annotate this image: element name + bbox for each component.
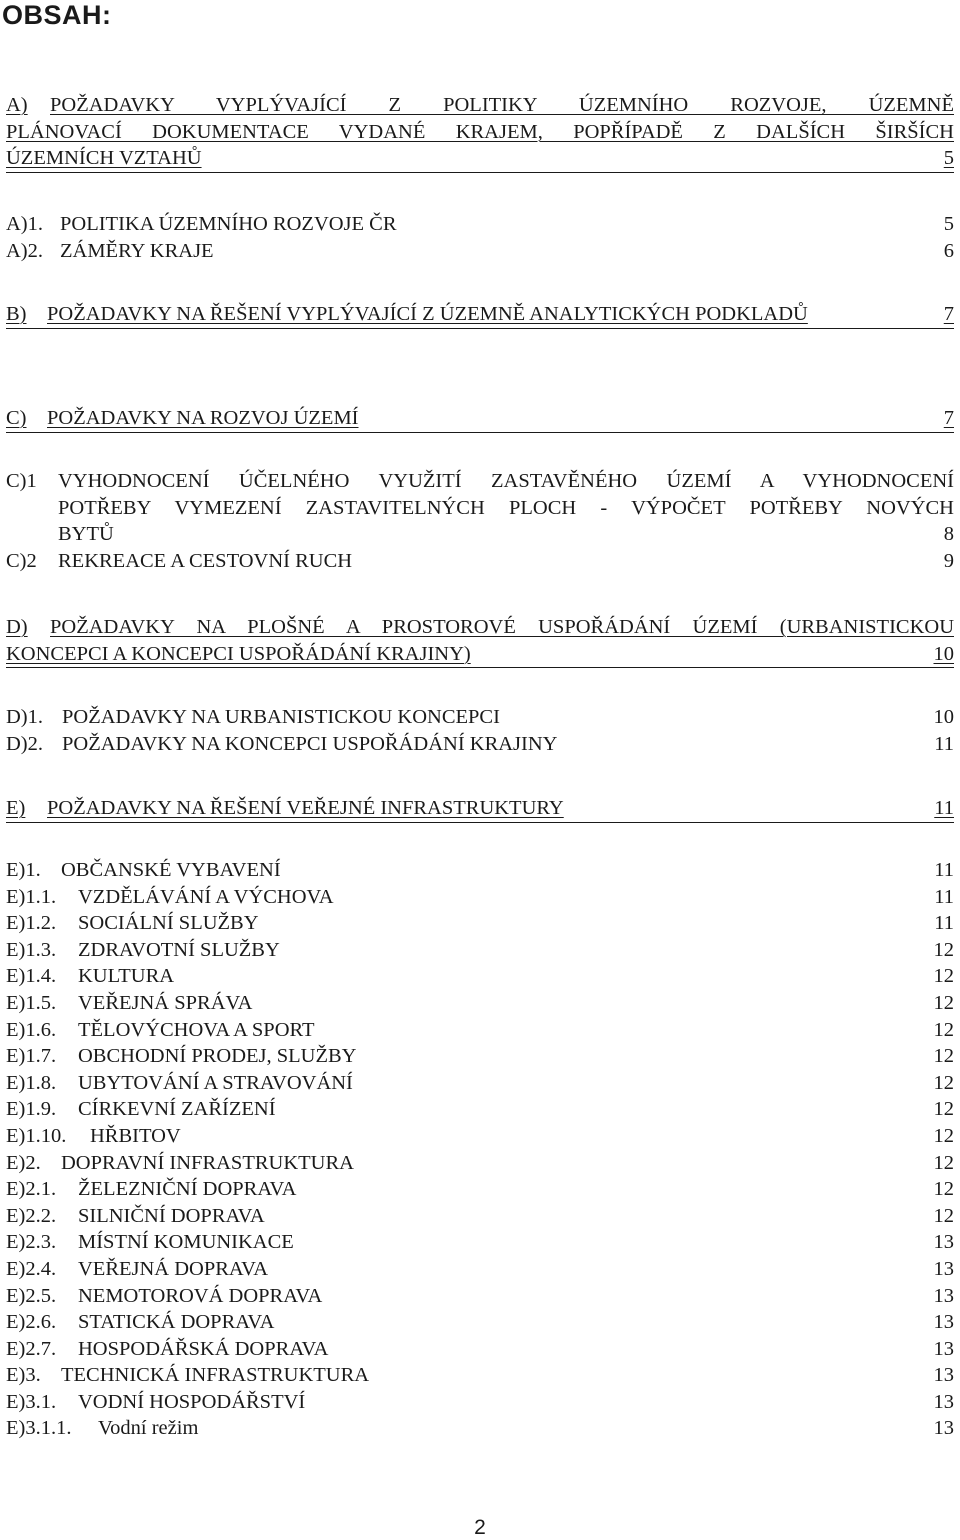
toc-number: C) <box>6 407 27 429</box>
toc-number: E) <box>6 797 26 819</box>
toc-number: E)1. <box>6 859 41 881</box>
toc-page-number: 12 <box>933 1178 954 1201</box>
toc-number: E)2.3. <box>6 1231 57 1254</box>
toc-page-number: 13 <box>933 1284 954 1307</box>
toc-entry[interactable] <box>6 1017 954 1044</box>
toc-page-number: 7 <box>943 303 954 325</box>
toc-title: REKREACE A CESTOVNÍ RUCH <box>58 550 353 572</box>
toc-title: ŽELEZNIČNÍ DOPRAVA <box>78 1178 297 1201</box>
toc-number: A) <box>6 94 28 116</box>
page-number: 2 <box>474 1516 486 1539</box>
toc-page-number: 7 <box>943 407 954 429</box>
toc-title-line: POTŘEBY VYMEZENÍ ZASTAVITELNÝCH PLOCH - VÝPOČET POTŘEBY NOVÝCH <box>58 496 954 519</box>
toc-page-number: 11 <box>934 797 954 819</box>
toc-title: POLITIKA ÚZEMNÍHO ROZVOJE ČR <box>60 213 397 235</box>
toc-e-list <box>6 857 954 1442</box>
toc-entry[interactable] <box>6 1096 954 1123</box>
toc-entry-a2[interactable] <box>6 238 954 265</box>
toc-page-number: 12 <box>933 1204 954 1227</box>
toc-entry[interactable] <box>6 1336 954 1363</box>
toc-entry[interactable] <box>6 1203 954 1230</box>
toc-title: VZDĚLÁVÁNÍ A VÝCHOVA <box>78 885 334 908</box>
toc-page-number: 12 <box>933 1018 954 1041</box>
toc-page-number: 13 <box>933 1390 954 1413</box>
toc-entry[interactable] <box>6 1415 954 1442</box>
toc-number: E)2.7. <box>6 1337 57 1360</box>
toc-entry[interactable] <box>6 910 954 937</box>
toc-page-number: 12 <box>933 1151 954 1174</box>
toc-page-number: 10 <box>933 642 954 665</box>
toc-title: TĚLOVÝCHOVA A SPORT <box>78 1018 315 1041</box>
toc-title-line: BYTŮ <box>58 523 114 546</box>
toc-title: NEMOTOROVÁ DOPRAVA <box>78 1284 323 1307</box>
toc-page-number: 8 <box>943 523 954 546</box>
toc-number: E)1.10. <box>6 1124 67 1147</box>
toc-number: E)1.8. <box>6 1071 57 1094</box>
toc-title: ZDRAVOTNÍ SLUŽBY <box>78 938 280 961</box>
toc-title: ZÁMĚRY KRAJE <box>60 240 214 262</box>
toc-entry[interactable] <box>6 1150 954 1177</box>
toc-title: POŽADAVKY NA ROZVOJ ÚZEMÍ <box>47 407 359 429</box>
toc-entry[interactable] <box>6 1389 954 1416</box>
toc-number: E)1.4. <box>6 965 57 988</box>
toc-entry-d1[interactable] <box>6 704 954 731</box>
toc-title: SILNIČNÍ DOPRAVA <box>78 1204 265 1227</box>
toc-title: POŽADAVKY NA URBANISTICKOU KONCEPCI <box>62 706 500 728</box>
toc-number: E)1.9. <box>6 1098 57 1121</box>
toc-number: E)1.7. <box>6 1045 57 1068</box>
toc-number: E)2.6. <box>6 1311 57 1334</box>
toc-entry[interactable] <box>6 857 954 884</box>
toc-number: D)1. <box>6 706 44 728</box>
toc-title: MÍSTNÍ KOMUNIKACE <box>78 1231 294 1254</box>
toc-page-number: 12 <box>933 1045 954 1068</box>
toc-number: E)1.2. <box>6 912 57 935</box>
toc-entry[interactable] <box>6 1176 954 1203</box>
toc-title: SOCIÁLNÍ SLUŽBY <box>78 912 259 935</box>
toc-title: KULTURA <box>78 965 175 988</box>
toc-number: E)2.5. <box>6 1284 57 1307</box>
toc-page-number: 5 <box>943 147 954 170</box>
toc-number: E)2.2. <box>6 1204 57 1227</box>
toc-entry[interactable] <box>6 1043 954 1070</box>
toc-entry[interactable] <box>6 884 954 911</box>
toc-number: C)1 <box>6 470 37 492</box>
toc-number: D) <box>6 616 28 638</box>
toc-entry-e[interactable] <box>6 795 954 823</box>
toc-page-number: 12 <box>933 1098 954 1121</box>
toc-title: UBYTOVÁNÍ A STRAVOVÁNÍ <box>78 1071 353 1094</box>
toc-title: POŽADAVKY NA KONCEPCI USPOŘÁDÁNÍ KRAJINY <box>62 733 558 755</box>
page-title: OBSAH: <box>2 0 112 30</box>
toc-page-number: 11 <box>934 859 954 881</box>
toc-entry-c2[interactable] <box>6 548 954 575</box>
toc-title-line: KONCEPCI A KONCEPCI USPOŘÁDÁNÍ KRAJINY) <box>6 642 471 665</box>
toc-title: VEŘEJNÁ SPRÁVA <box>78 991 253 1014</box>
toc-entry[interactable] <box>6 963 954 990</box>
toc-number: E)2.1. <box>6 1178 57 1201</box>
toc-page-number: 12 <box>933 991 954 1014</box>
toc-page-number: 13 <box>933 1311 954 1334</box>
toc-page-number: 12 <box>933 965 954 988</box>
toc-number: E)3. <box>6 1364 41 1387</box>
toc-page-number: 12 <box>933 1071 954 1094</box>
toc-entry[interactable] <box>6 1070 954 1097</box>
toc-title: VEŘEJNÁ DOPRAVA <box>78 1257 269 1280</box>
toc-title-line: PLÁNOVACÍ DOKUMENTACE VYDANÉ KRAJEM, POPŘÍPADĚ Z DALŠÍCH ŠIRŠÍCH <box>6 120 954 143</box>
toc-number: E)1.6. <box>6 1018 57 1041</box>
toc-title: HŘBITOV <box>90 1124 181 1147</box>
toc-page-number: 9 <box>943 550 954 572</box>
toc-number: A)1. <box>6 213 44 235</box>
toc-page-number: 12 <box>933 938 954 961</box>
toc-page-number: 13 <box>933 1231 954 1254</box>
toc-title: TECHNICKÁ INFRASTRUKTURA <box>61 1364 370 1387</box>
toc-page-number: 10 <box>933 706 954 728</box>
toc-number: E)1.1. <box>6 885 57 908</box>
toc-number: E)2. <box>6 1151 41 1174</box>
toc-title: POŽADAVKY NA ŘEŠENÍ VYPLÝVAJÍCÍ Z ÚZEMNĚ ANALYTICKÝCH PODKLADŮ <box>47 303 808 325</box>
toc-entry[interactable] <box>6 990 954 1017</box>
toc-entry[interactable] <box>6 1309 954 1336</box>
toc-title-line: POŽADAVKY VYPLÝVAJÍCÍ Z POLITIKY ÚZEMNÍHO ROZVOJE, ÚZEMNĚ <box>50 94 954 116</box>
toc-entry-b[interactable] <box>6 301 954 329</box>
toc-page-number: 13 <box>933 1417 954 1440</box>
toc-entry-a[interactable] <box>6 92 954 173</box>
toc-page-number: 11 <box>934 885 954 908</box>
toc-number: B) <box>6 303 27 325</box>
toc-title: DOPRAVNÍ INFRASTRUKTURA <box>61 1151 354 1174</box>
toc-title: HOSPODÁŘSKÁ DOPRAVA <box>78 1337 329 1360</box>
toc-title: VODNÍ HOSPODÁŘSTVÍ <box>78 1390 306 1413</box>
toc-page-number: 5 <box>943 213 954 235</box>
toc-page-number: 13 <box>933 1257 954 1280</box>
toc-entry-a1[interactable] <box>6 211 954 238</box>
toc-title: STATICKÁ DOPRAVA <box>78 1311 275 1334</box>
toc-entry[interactable] <box>6 1362 954 1389</box>
toc-entry[interactable] <box>6 1256 954 1283</box>
toc-number: E)1.3. <box>6 938 57 961</box>
toc-number: C)2 <box>6 550 37 572</box>
toc-number: A)2. <box>6 240 44 262</box>
toc-title: CÍRKEVNÍ ZAŘÍZENÍ <box>78 1098 276 1121</box>
toc-entry[interactable] <box>6 937 954 964</box>
toc-title: OBCHODNÍ PRODEJ, SLUŽBY <box>78 1045 357 1068</box>
toc-page-number: 11 <box>934 912 954 935</box>
toc-number: E)3.1.1. <box>6 1417 72 1440</box>
toc-page-number: 13 <box>933 1337 954 1360</box>
toc-number: E)3.1. <box>6 1390 57 1413</box>
toc-number: E)1.5. <box>6 991 57 1014</box>
toc-entry[interactable] <box>6 1283 954 1310</box>
toc-entry[interactable] <box>6 1229 954 1256</box>
toc-title-line: ÚZEMNÍCH VZTAHŮ <box>6 147 202 170</box>
toc-title: POŽADAVKY NA ŘEŠENÍ VEŘEJNÉ INFRASTRUKTURY <box>47 797 564 819</box>
toc-title-line: POŽADAVKY NA PLOŠNÉ A PROSTOROVÉ USPOŘÁDÁNÍ ÚZEMÍ (URBANISTICKOU <box>50 616 954 638</box>
toc-entry-c[interactable] <box>6 405 954 433</box>
toc-entry[interactable] <box>6 1123 954 1150</box>
toc-entry-c1[interactable] <box>6 468 954 548</box>
toc-entry-d[interactable] <box>6 614 954 668</box>
toc-title: OBČANSKÉ VYBAVENÍ <box>61 859 281 881</box>
toc-number: D)2. <box>6 733 44 755</box>
toc-title: Vodní režim <box>98 1417 199 1440</box>
toc-number: E)2.4. <box>6 1257 57 1280</box>
toc-page-number: 6 <box>943 240 954 262</box>
toc-page-number: 13 <box>933 1364 954 1387</box>
toc-entry-d2[interactable] <box>6 731 954 758</box>
toc-page-number: 11 <box>934 733 954 755</box>
toc-page-number: 12 <box>933 1124 954 1147</box>
toc-title-line: VYHODNOCENÍ ÚČELNÉHO VYUŽITÍ ZASTAVĚNÉHO ÚZEMÍ A VYHODNOCENÍ <box>58 470 954 492</box>
